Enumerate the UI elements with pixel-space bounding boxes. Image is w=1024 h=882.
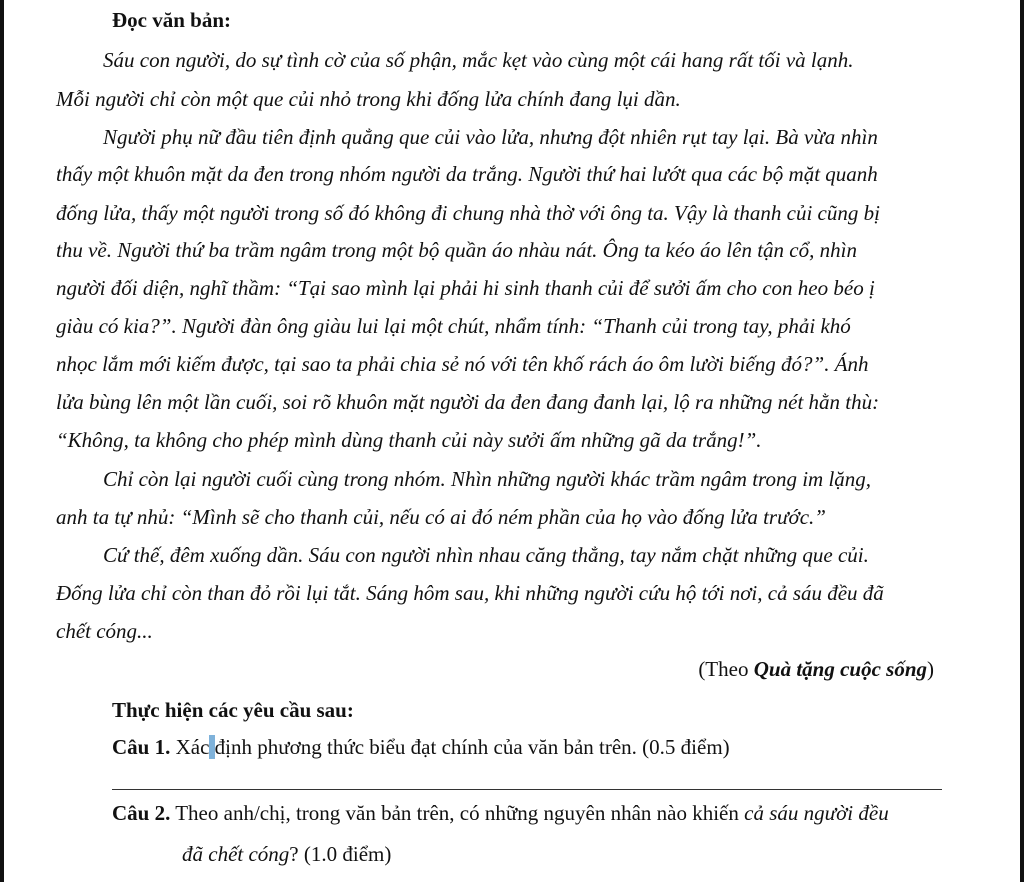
- answer-line: [112, 789, 942, 790]
- passage-line: thu về. Người thứ ba trầm ngâm trong một bộ quần áo nhàu nát. Ông ta kéo áo lên tận cổ, nhìn: [56, 238, 857, 262]
- source-title: Quà tặng cuộc sống: [753, 657, 927, 681]
- passage-line: “Không, ta không cho phép mình dùng thanh củi này sưởi ấm những gã da trắng!”.: [56, 428, 762, 452]
- source-close: ): [927, 657, 934, 681]
- source-citation: [698, 657, 934, 681]
- passage-line: Cứ thế, đêm xuống dần. Sáu con người nhìn nhau căng thẳng, tay nắm chặt những que củi.: [103, 543, 869, 567]
- passage-line: lửa bùng lên một lần cuối, soi rõ khuôn mặt người da đen đang đanh lại, lộ ra những nét hằn thù:: [56, 390, 880, 414]
- question-1-label: Câu 1.: [112, 735, 171, 759]
- passage-line: Chỉ còn lại người cuối cùng trong nhóm. Nhìn những người khác trầm ngâm trong im lặng,: [103, 467, 872, 491]
- question-1-text-start: Xác: [170, 735, 210, 759]
- passage-line: Đống lửa chỉ còn than đỏ rồi lụi tắt. Sáng hôm sau, khi những người cứu hộ tới nơi, cả sáu đều đã: [56, 581, 884, 605]
- passage-line: đống lửa, thấy một người trong số đó không đi chung nhà thờ với ông ta. Vậy là thanh củi cũng bị: [56, 201, 880, 225]
- question-2-tail: ? (1.0 điểm): [289, 842, 392, 866]
- passage-line: Sáu con người, do sự tình cờ của số phận, mắc kẹt vào cùng một cái hang rất tối và lạnh.: [103, 48, 854, 72]
- question-1-text-end: định phương thức biểu đạt chính của văn bản trên. (0.5 điểm): [214, 735, 730, 759]
- passage-line: Người phụ nữ đầu tiên định quẳng que củi vào lửa, nhưng đột nhiên rụt tay lại. Bà vừa nhìn: [103, 125, 878, 149]
- passage-line: nhọc lắm mới kiếm được, tại sao ta phải chia sẻ nó với tên khố rách áo ôm lười biếng đó?”. Ánh: [56, 352, 869, 376]
- passage-line: chết cóng...: [56, 619, 153, 643]
- reading-heading: Đọc văn bản:: [112, 8, 232, 32]
- question-2-emphasis-a: cả sáu người đều: [744, 801, 889, 825]
- passage-line: giàu có kia?”. Người đàn ông giàu lui lại một chút, nhẩm tính: “Thanh củi trong tay, phải khó: [56, 314, 851, 338]
- question-2-text: Theo anh/chị, trong văn bản trên, có những nguyên nhân nào khiến: [170, 801, 745, 825]
- passage-line: thấy một khuôn mặt da đen trong nhóm người da trắng. Người thứ hai lướt qua các bộ mặt quanh: [56, 162, 878, 186]
- source-open: (Theo: [698, 657, 754, 681]
- question-1: [112, 735, 730, 759]
- passage-line: người đối diện, nghĩ thầm: “Tại sao mình lại phải hi sinh thanh củi để sưởi ấm cho con heo béo ị: [56, 276, 875, 300]
- tasks-heading: Thực hiện các yêu cầu sau:: [112, 698, 354, 722]
- question-2-label: Câu 2.: [112, 801, 171, 825]
- page-left-edge: [0, 0, 4, 882]
- question-2-emphasis-b: đã chết cóng: [182, 842, 290, 866]
- page-right-edge: [1020, 0, 1024, 882]
- question-2-continued: [182, 842, 391, 866]
- passage-line: anh ta tự nhủ: “Mình sẽ cho thanh củi, nếu có ai đó ném phần của họ vào đống lửa trước.”: [56, 505, 826, 529]
- question-2: [112, 801, 889, 825]
- passage-line: Mỗi người chỉ còn một que củi nhỏ trong khi đống lửa chính đang lụi dần.: [56, 87, 681, 111]
